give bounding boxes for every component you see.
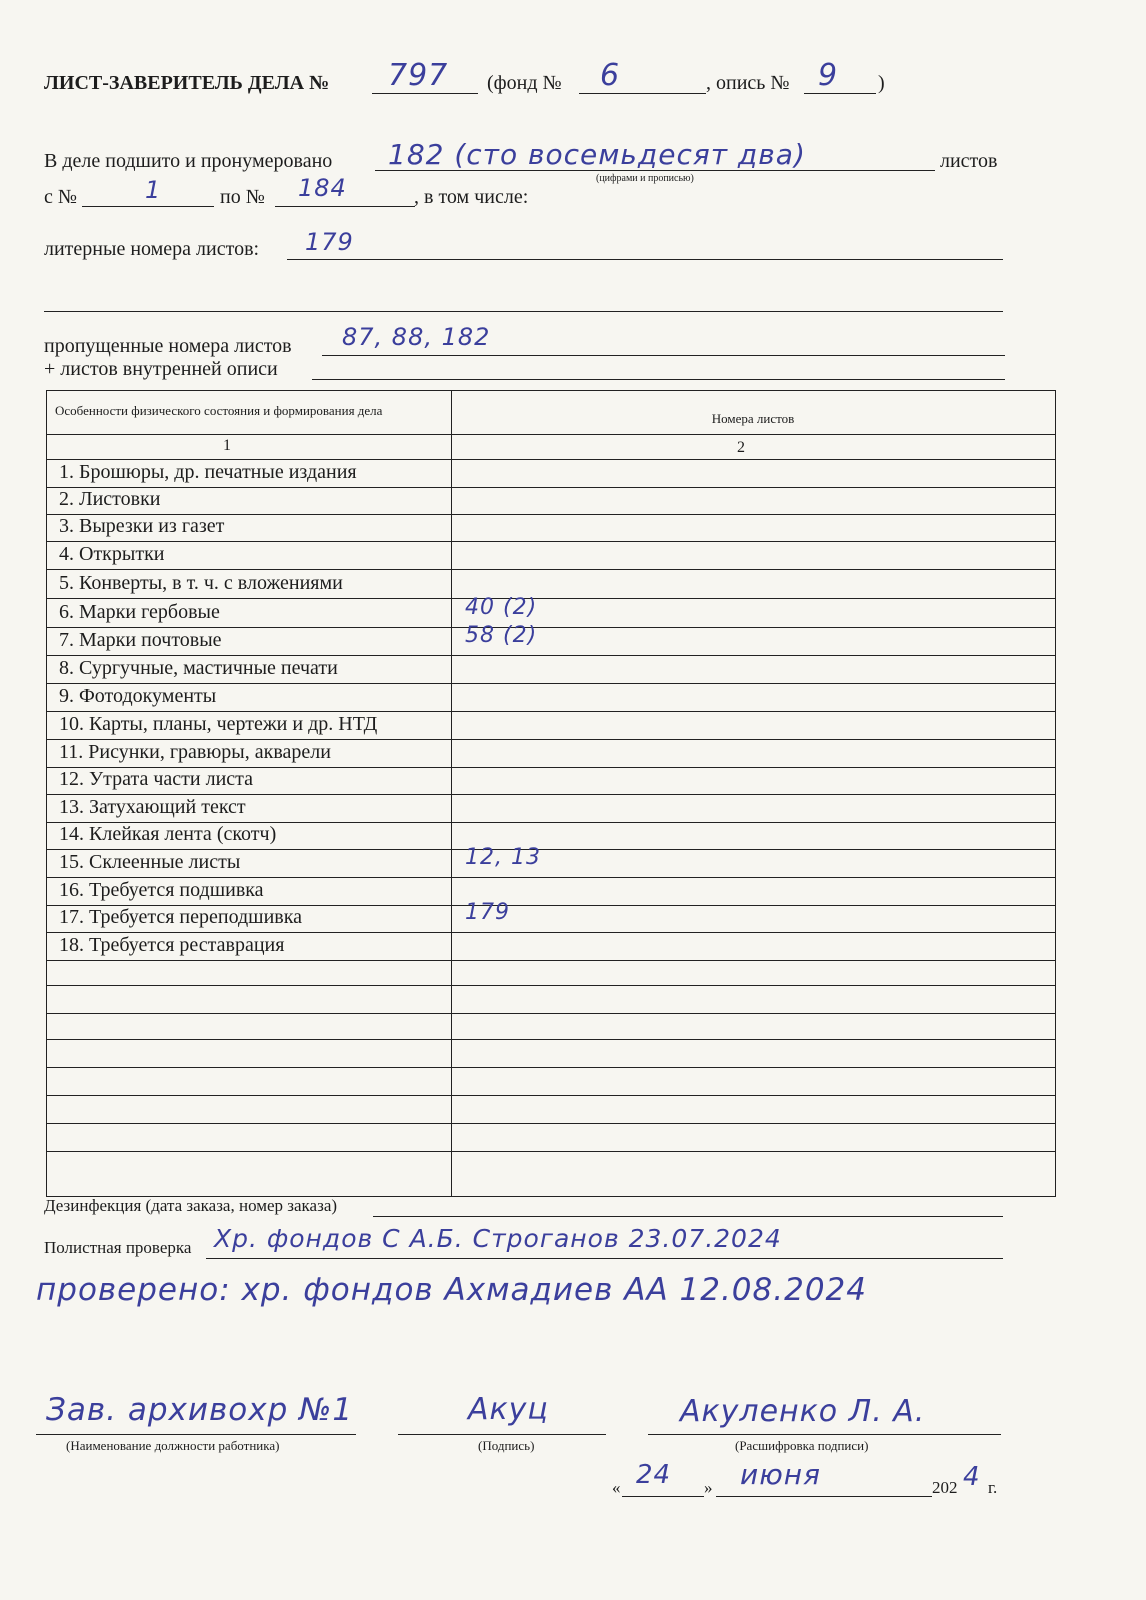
condition-table (46, 390, 1056, 1197)
range-from-label: с № (44, 186, 77, 208)
date-year-prefix: 202 (932, 1478, 958, 1497)
date-month-line (716, 1496, 932, 1497)
col2-number: 2 (737, 439, 745, 456)
range-from-value: 1 (145, 176, 162, 204)
table-row-label: 15. Склеенные листы (59, 851, 241, 873)
table-empty-row-divider (47, 1095, 1055, 1096)
table-row-divider (47, 932, 1055, 933)
range-suffix: , в том числе: (414, 186, 529, 208)
stitched-label: В деле подшито и пронумеровано (44, 150, 333, 172)
table-row-divider (47, 877, 1055, 878)
table-row-label: 5. Конверты, в т. ч. с вложениями (59, 572, 343, 594)
table-row-divider (47, 598, 1055, 599)
table-row-label: 9. Фотодокументы (59, 685, 217, 707)
table-empty-row-divider (47, 1123, 1055, 1124)
stitched-value: 182 (сто восемьдесят два) (388, 138, 806, 171)
table-row-label: 2. Листовки (59, 488, 161, 510)
range-from-line (82, 206, 214, 207)
col1-header: Особенности физического состояния и формирования дела (55, 403, 383, 418)
fond-number: 6 (600, 58, 621, 93)
date-close-quote: » (704, 1478, 713, 1497)
col1-number: 1 (223, 437, 231, 454)
signature-caption: (Подпись) (478, 1438, 535, 1453)
position-line (36, 1434, 356, 1435)
table-row-label: 17. Требуется переподшивка (59, 906, 303, 928)
table-row-label: 6. Марки гербовые (59, 601, 220, 623)
table-row-label: 16. Требуется подшивка (59, 879, 264, 901)
check-line (206, 1258, 1003, 1259)
table-row-divider (47, 794, 1055, 795)
table-empty-row-divider (47, 1039, 1055, 1040)
case-number: 797 (388, 58, 449, 93)
opis-label: , опись № (706, 72, 790, 94)
table-row-divider (47, 849, 1055, 850)
table-row-divider (47, 487, 1055, 488)
skipped-value: 87, 88, 182 (342, 323, 491, 351)
table-row-divider (47, 541, 1055, 542)
table-empty-row-divider (47, 985, 1055, 986)
opis-number: 9 (818, 58, 839, 93)
table-row-label: 13. Затухающий текст (59, 796, 246, 818)
check-label: Полистная проверка (44, 1238, 192, 1257)
table-row-divider (47, 739, 1055, 740)
opis-number-line (804, 93, 876, 94)
table-row-divider (47, 711, 1055, 712)
table-row-value: 179 (465, 900, 510, 925)
col2-header: Номера листов (711, 411, 795, 426)
fond-number-line (579, 93, 706, 94)
stitched-hint: (цифрами и прописью) (596, 173, 694, 184)
skipped-label: пропущенные номера листов (44, 335, 292, 357)
range-to-line (275, 206, 415, 207)
liter-line (287, 259, 1003, 260)
signature-value: Акуц (468, 1392, 549, 1427)
table-row-label: 18. Требуется реставрация (59, 934, 285, 956)
range-to-value: 184 (298, 174, 347, 202)
case-number-line (372, 93, 478, 94)
position-caption: (Наименование должности работника) (66, 1438, 280, 1453)
table-row-divider (47, 960, 1055, 961)
skipped-line (322, 355, 1005, 356)
inner-inventory-line (312, 379, 1005, 380)
disinfection-label: Дезинфекция (дата заказа, номер заказа) (44, 1196, 338, 1215)
header-close-paren: ) (878, 72, 885, 94)
check-value: Хр. фондов С А.Б. Строганов 23.07.2024 (214, 1224, 782, 1253)
date-day-line (622, 1496, 704, 1497)
date-open-quote: « (612, 1478, 621, 1497)
table-empty-row-divider (47, 1067, 1055, 1068)
table-empty-row-divider (47, 1013, 1055, 1014)
table-row-label: 3. Вырезки из газет (59, 515, 225, 537)
table-row-divider (47, 683, 1055, 684)
table-empty-row-divider (47, 1151, 1055, 1152)
name-caption: (Расшифровка подписи) (735, 1438, 869, 1453)
table-row-label: 8. Сургучные, мастичные печати (59, 657, 338, 679)
fond-label: (фонд № (487, 72, 562, 94)
table-row-label: 1. Брошюры, др. печатные издания (59, 461, 357, 483)
position-value: Зав. архивохр №1 (46, 1392, 354, 1428)
check-note: проверено: хр. фондов Ахмадиев АА 12.08.2024 (36, 1272, 868, 1308)
table-row-label: 14. Клейкая лента (скотч) (59, 823, 277, 845)
table-row-divider (47, 627, 1055, 628)
document-title: ЛИСТ-ЗАВЕРИТЕЛЬ ДЕЛА № (44, 72, 330, 94)
range-to-label: по № (220, 186, 265, 208)
date-month: июня (740, 1458, 821, 1491)
table-row-divider (47, 569, 1055, 570)
table-row-value: 12, 13 (465, 845, 541, 870)
stitched-suffix: листов (940, 150, 998, 172)
table-row-value: 58 (2) (465, 623, 538, 648)
liter-label: литерные номера листов: (44, 238, 260, 260)
signature-line (398, 1434, 606, 1435)
date-day: 24 (636, 1460, 672, 1490)
table-row-label: 12. Утрата части листа (59, 768, 254, 790)
disinfection-line (373, 1216, 1003, 1217)
inner-inventory-label: + листов внутренней описи (44, 358, 278, 380)
date-year-digit: 4 (963, 1462, 981, 1492)
table-row-divider (47, 655, 1055, 656)
table-row-label: 11. Рисунки, гравюры, акварели (59, 741, 331, 763)
name-line (648, 1434, 1001, 1435)
blank-line (44, 311, 1003, 312)
column-number-divider (47, 459, 1055, 460)
liter-value: 179 (305, 228, 354, 256)
table-row-value: 40 (2) (465, 595, 538, 620)
table-row-label: 10. Карты, планы, чертежи и др. НТД (59, 713, 378, 735)
table-row-label: 4. Открытки (59, 543, 165, 565)
name-value: Акуленко Л. А. (680, 1394, 926, 1429)
date-suffix: г. (988, 1478, 998, 1497)
header-divider (47, 434, 1055, 435)
table-row-label: 7. Марки почтовые (59, 629, 222, 651)
